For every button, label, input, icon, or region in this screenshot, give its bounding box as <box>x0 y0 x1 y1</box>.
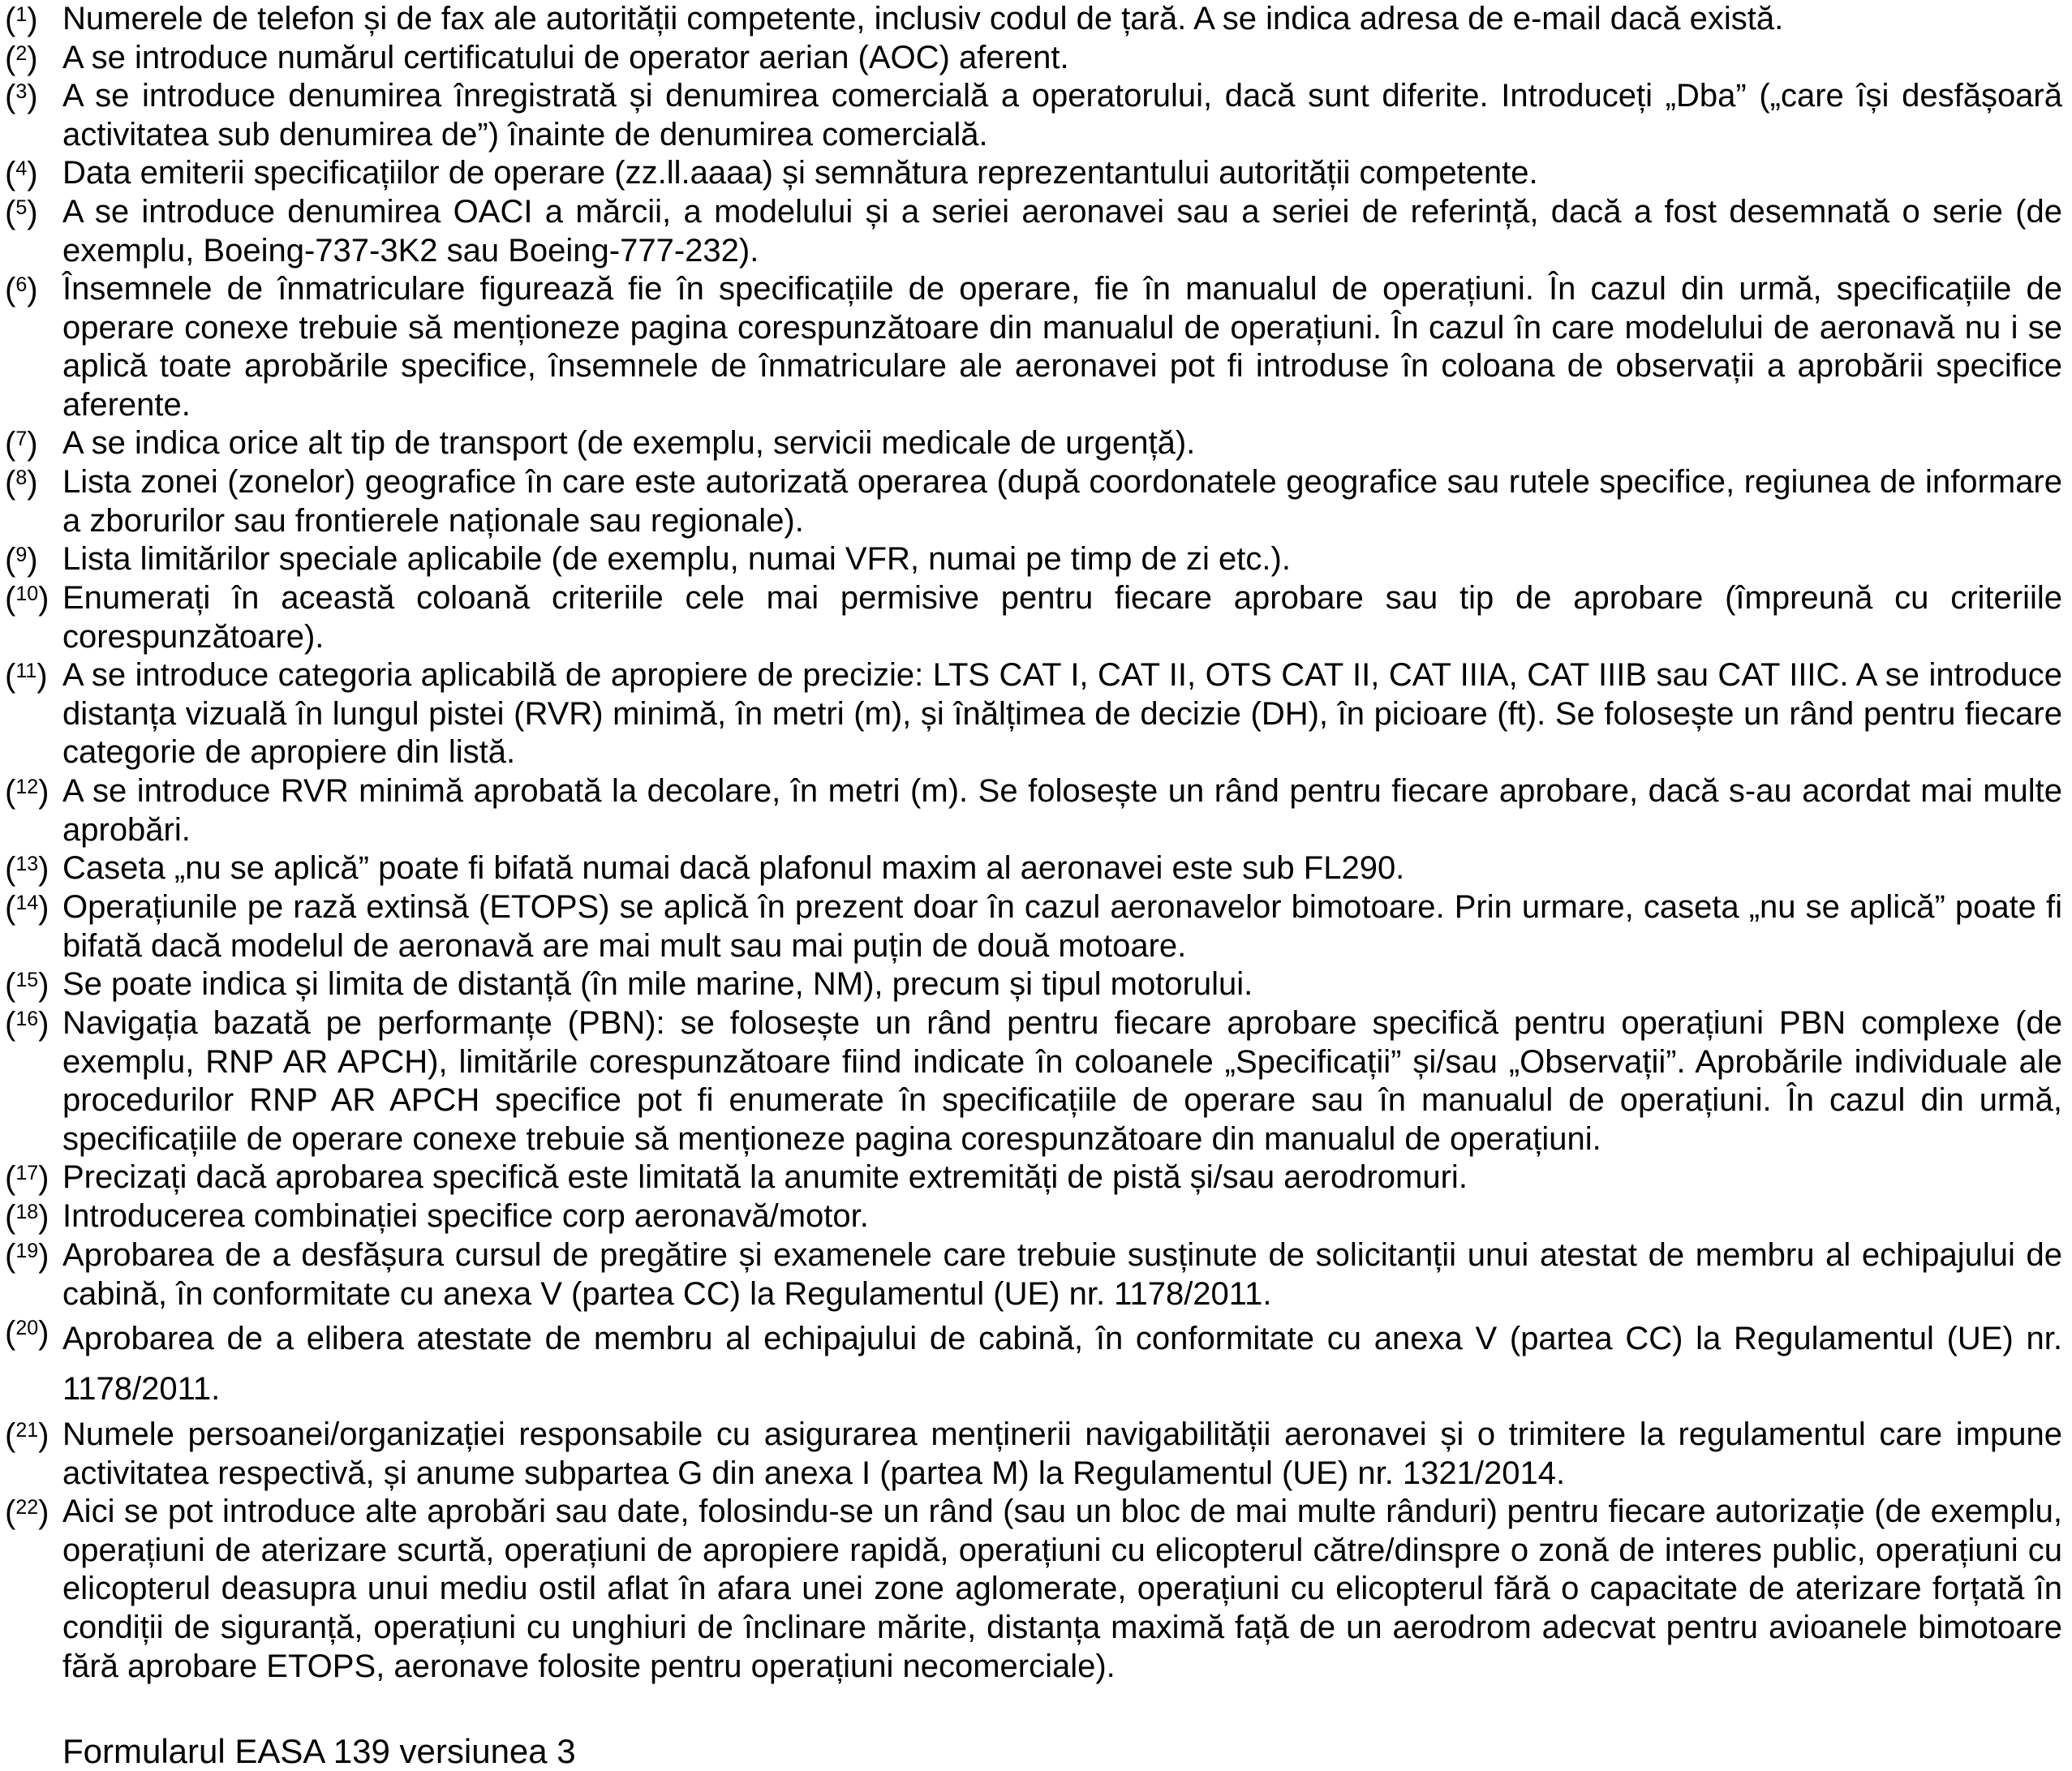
footnote-number: ($^{19}$) <box>5 1238 49 1274</box>
footnote-text: Enumerați în această coloană criteriile cele mai permisive pentru fiecare aprobare sau tip de aprobare (împreună cu criteriile corespunzătoare). <box>62 580 2062 655</box>
footnote-text: Lista limitărilor speciale aplicabile (de exemplu, numai VFR, numai pe timp de zi etc.). <box>62 541 1291 577</box>
footnote-text: Data emiterii specificațiilor de operare (zz.ll.aaaa) și semnătura reprezentantului autorității competente. <box>62 155 1538 191</box>
footnote-text: Numele persoanei/organizației responsabile cu asigurarea menținerii navigabilității aeronavei și o trimitere la regulamentul care impune activitatea respectivă, și anume subpartea G din anexa I (partea M) la Regulamentul (UE) nr. 1321/2014. <box>62 1416 2062 1491</box>
footnote-text: A se introduce denumirea înregistrată și denumirea comercială a operatorului, dacă sunt diferite. Introduceți „Dba” („care își desfășoară activitatea sub denumirea de”) înainte de denumirea comercială. <box>62 78 2062 153</box>
footnote-number: ($^{12}$) <box>5 774 49 810</box>
footnote-text: A se introduce RVR minimă aprobată la decolare, în metri (m). Se folosește un rând pentru fiecare aprobare, dacă s-au acordat mai multe aprobări. <box>62 773 2062 848</box>
footnote-text: Însemnele de înmatriculare figurează fie în specificațiile de operare, fie în manualul de operațiuni. În cazul din urmă, specificațiile de operare conexe trebuie să menționeze pagina corespunzătoare din manualul de operațiuni. În cazul în care modelului de aeronavă nu i se aplică toate aprobările specifice, însemnele de înmatriculare ale aeronavei pot fi introduse în coloana de observații a aprobării specifice aferente. <box>62 271 2062 423</box>
footnote-number: ($^9$) <box>5 542 38 578</box>
footnote-number: ($^{18}$) <box>5 1199 49 1235</box>
footnote-text: Caseta „nu se aplică” poate fi bifată numai dacă plafonul maxim al aeronavei este sub FL290. <box>62 850 1405 886</box>
footnote-number: ($^{20}$) <box>5 1315 49 1351</box>
footnote-text: A se introduce denumirea OACI a mărcii, a modelului și a seriei aeronavei sau a seriei de referință, dacă a fost desemnată o serie (de exemplu, Boeing-737-3K2 sau Boeing-777-232). <box>62 194 2062 269</box>
footnote-number: ($^7$) <box>5 426 38 462</box>
footnote-text: A se introduce categoria aplicabilă de apropiere de precizie: LTS CAT I, CAT II, OTS CAT II, CAT IIIA, CAT IIIB sau CAT IIIC. A se introduce distanța vizuală în lungul pistei (RVR) minimă, în metri (m), și înălțimea de decizie (DH), în picioare (ft). Se folosește un rând pentru fiecare categorie de apropiere din listă. <box>62 657 2062 771</box>
footnote-number: ($^2$) <box>5 41 38 76</box>
footnote-text: Precizați dacă aprobarea specifică este limitată la anumite extremități de pistă și/sau aerodromuri. <box>62 1159 1468 1195</box>
footnote-text: Aprobarea de a desfășura cursul de pregătire și examenele care trebuie susținute de solicitanții unui atestat de membru al echipajului de cabină, în conformitate cu anexa V (partea CC) la Regulamentul (UE) nr. 1178/2011. <box>62 1237 2062 1312</box>
footnote-number: ($^6$) <box>5 272 38 307</box>
footnote-text: Introducerea combinației specifice corp aeronavă/motor. <box>62 1198 869 1234</box>
form-version-footer: Formularul EASA 139 versiunea 3 <box>62 1732 576 1770</box>
footnote-number: ($^1$) <box>5 2 38 37</box>
footnote-number: ($^{16}$) <box>5 1006 49 1042</box>
footnote-number: ($^8$) <box>5 465 38 501</box>
footnote-text: Numerele de telefon și de fax ale autorității competente, inclusiv codul de țară. A se indica adresa de e-mail dacă există. <box>62 1 1784 37</box>
footnote-number: ($^{13}$) <box>5 851 49 887</box>
footnote-text: Aprobarea de a elibera atestate de membru al echipajului de cabină, în conformitate cu anexa V (partea CC) la Regulamentul (UE) nr. 1178/2011. <box>62 1321 2062 1407</box>
footnote-text: Operațiunile pe rază extinsă (ETOPS) se aplică în prezent doar în cazul aeronavelor bimotoare. Prin urmare, caseta „nu se aplică” poate fi bifată dacă modelul de aeronavă are mai mult sau mai puțin de două motoare. <box>62 889 2062 964</box>
footnote-number: ($^{21}$) <box>5 1417 49 1453</box>
footnote-number: ($^{22}$) <box>5 1494 49 1530</box>
footnote-number: ($^{15}$) <box>5 967 49 1003</box>
footnote-text: A se introduce numărul certificatului de operator aerian (AOC) aferent. <box>62 40 1069 75</box>
footnote-text: Lista zonei (zonelor) geografice în care este autorizată operarea (după coordonatele geografice sau rutele specifice, regiunea de informare a zborurilor sau frontierele naționale sau regionale). <box>62 464 2062 539</box>
footnote-text: Navigația bazată pe performanțe (PBN): se folosește un rând pentru fiecare aprobare specifică pentru operațiuni PBN complexe (de exemplu, RNP AR APCH), limitările corespunzătoare fiind indicate în coloanele „Specificații” și/sau „Observații”. Aprobările individuale ale procedurilor RNP AR APCH specifice pot fi enumerate în specificațiile de operare sau în manualul de operațiuni. În cazul din urmă, specificațiile de operare conexe trebuie să menționeze pagina corespunzătoare din manualul de operațiuni. <box>62 1005 2062 1158</box>
footnote-number: ($^{17}$) <box>5 1160 49 1196</box>
footnote-text: Se poate indica și limita de distanță (în mile marine, NM), precum și tipul motorului. <box>62 966 1253 1002</box>
footnote-number: ($^{14}$) <box>5 890 49 926</box>
footnote-number: ($^{10}$) <box>5 581 49 617</box>
footnote-text: A se indica orice alt tip de transport (de exemplu, servicii medicale de urgență). <box>62 425 1196 461</box>
footnote-number: ($^{11}$) <box>5 658 48 694</box>
footnote-number: ($^4$) <box>5 156 38 191</box>
footnote-number: ($^3$) <box>5 79 38 114</box>
footnote-number: ($^5$) <box>5 195 38 230</box>
footnote-text: Aici se pot introduce alte aprobări sau date, folosindu-se un rând (sau un bloc de mai multe rânduri) pentru fiecare autorizație (de exemplu, operațiuni de aterizare scurtă, operațiuni de apropiere rapidă, operațiuni cu elicopterul către/dinspre o zonă de interes public, operațiuni cu elicopterul deasupra unui mediu ostil aflat în afara unei zone aglomerate, operațiuni cu elicopterul fără o capacitate de aterizare forțată în condiții de siguranță, operațiuni cu unghiuri de înclinare mărite, distanța maximă față de un aerodrom adecvat pentru avioanele bimotoare fără aprobare ETOPS, aeronave folosite pentru operațiuni necomerciale). <box>62 1494 2062 1684</box>
